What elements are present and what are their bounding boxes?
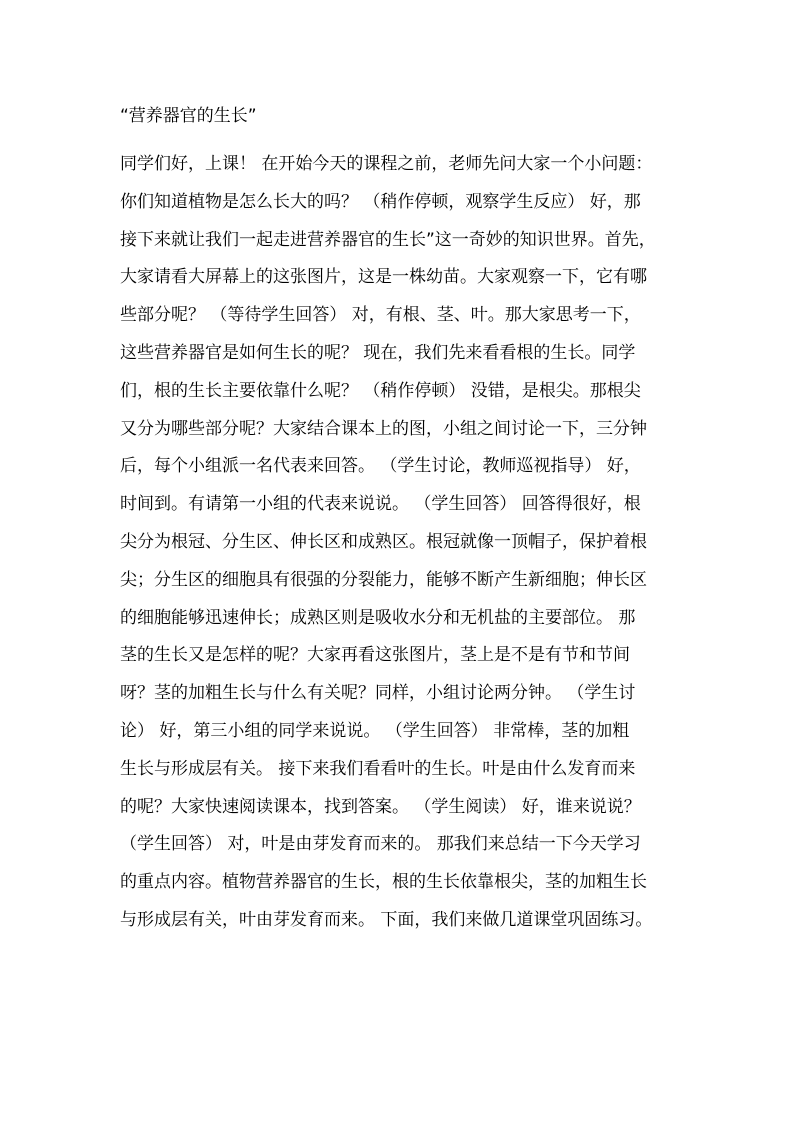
body-line: 又分为哪些部分呢？大家结合课本上的图，小组之间讨论一下，三分钟 xyxy=(120,418,647,439)
body-line: 些部分呢？ （等待学生回答） 对，有根、茎、叶。那大家思考一下， xyxy=(120,305,641,326)
document-title: “营养器官的生长” xyxy=(120,106,257,126)
body-line: 的重点内容。植物营养器官的生长，根的生长依靠根尖，茎的加粗生长 xyxy=(120,872,647,893)
body-line: 生长与形成层有关。 接下来我们看看叶的生长。叶是由什么发育而来 xyxy=(120,758,636,779)
body-line: 这些营养器官是如何生长的呢？ 现在，我们先来看看根的生长。同学 xyxy=(120,342,636,363)
body-line: 时间到。有请第一小组的代表来说说。 （学生回答） 回答得很好，根 xyxy=(120,494,641,515)
body-line: 接下来就让我们一起走进营养器官的生长”这一奇妙的知识世界。首先， xyxy=(120,229,656,250)
body-line: 尖分为根冠、分生区、伸长区和成熟区。根冠就像一顶帽子，保护着根 xyxy=(120,531,647,552)
body-line: 尖；分生区的细胞具有很强的分裂能力，能够不断产生新细胞；伸长区 xyxy=(120,569,647,590)
body-line: 同学们好，上课！ 在开始今天的课程之前，老师先问大家一个小问题： xyxy=(120,154,653,174)
body-line: 呀？茎的加粗生长与什么有关呢？同样，小组讨论两分钟。 （学生讨 xyxy=(120,683,636,704)
document-body xyxy=(120,146,692,940)
body-line: 大家请看大屏幕上的这张图片，这是一株幼苗。大家观察一下，它有哪 xyxy=(120,267,647,288)
body-line: 后，每个小组派一名代表来回答。 （学生讨论，教师巡视指导） 好， xyxy=(120,456,641,477)
body-line: 们，根的生长主要依靠什么呢？ （稍作停顿） 没错，是根尖。那根尖 xyxy=(120,380,641,401)
body-line: 茎的生长又是怎样的呢？大家再看这张图片，茎上是不是有节和节间 xyxy=(120,645,630,666)
body-line: 的细胞能够迅速伸长；成熟区则是吸收水分和无机盐的主要部位。 那 xyxy=(120,607,636,628)
body-line: 的呢？大家快速阅读课本，找到答案。 （学生阅读） 好，谁来说说？ xyxy=(120,796,641,817)
body-line: 与形成层有关，叶由芽发育而来。 下面，我们来做几道课堂巩固练习。 xyxy=(120,909,653,930)
body-line: 论） 好，第三小组的同学来说说。 （学生回答） 非常棒，茎的加粗 xyxy=(120,720,630,741)
body-line: 你们知道植物是怎么长大的吗？ （稍作停顿，观察学生反应） 好，那 xyxy=(120,191,641,212)
body-line: （学生回答） 对，叶是由芽发育而来的。 那我们来总结一下今天学习 xyxy=(120,834,641,855)
